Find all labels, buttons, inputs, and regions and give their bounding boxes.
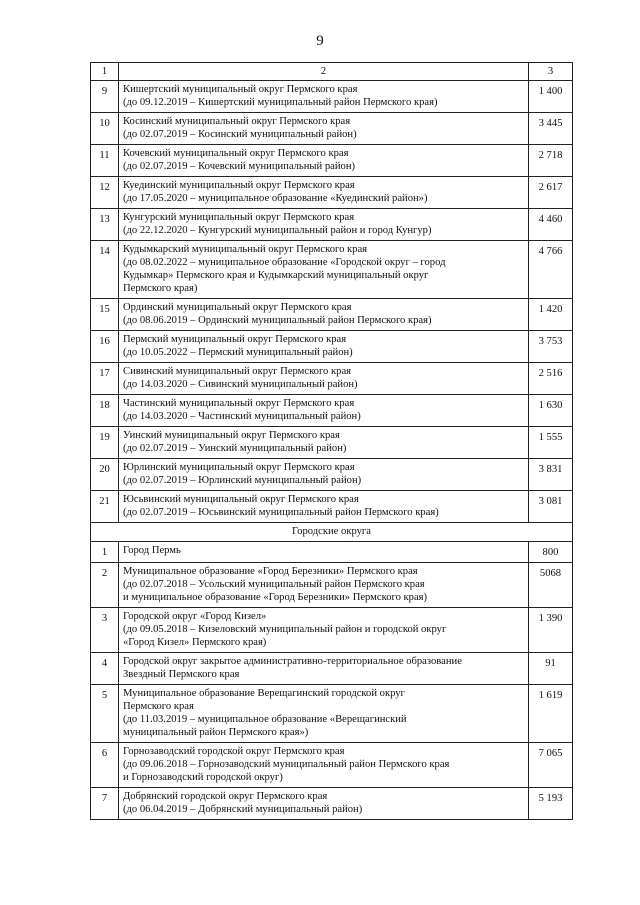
table-row [91, 209, 573, 241]
row-name-line: Сивинский муниципальный округ Пермского края [123, 366, 352, 377]
row-name-line: Муниципальное образование Верещагинский городской округ [123, 688, 405, 699]
row-name-line: Пермского края) [123, 283, 198, 294]
row-name [119, 563, 529, 608]
row-name-line: (до 02.07.2019 – Юсьвинский муниципальный район Пермского края) [123, 507, 439, 518]
row-number: 12 [91, 177, 119, 209]
row-name-line: Горнозаводский городской округ Пермского края [123, 746, 345, 757]
row-value: 3 445 [529, 113, 573, 145]
row-name [119, 241, 529, 299]
row-name [119, 685, 529, 743]
row-name-line: (до 02.07.2019 – Косинский муниципальный район) [123, 129, 357, 140]
row-value: 1 400 [529, 81, 573, 113]
row-name [119, 177, 529, 209]
row-value: 1 390 [529, 608, 573, 653]
row-number: 16 [91, 331, 119, 363]
row-name-line: Кочевский муниципальный округ Пермского края [123, 148, 349, 159]
table-row [91, 177, 573, 209]
header-col-2: 2 [119, 63, 529, 81]
row-name [119, 542, 529, 563]
section-row [91, 523, 573, 542]
row-value: 2 516 [529, 363, 573, 395]
row-name-line: (до 06.04.2019 – Добрянский муниципальный район) [123, 804, 363, 815]
row-name [119, 113, 529, 145]
row-number: 5 [91, 685, 119, 743]
row-number: 1 [91, 542, 119, 563]
row-name-line: (до 09.05.2018 – Кизеловский муниципальный район и городской округ [123, 624, 447, 635]
row-number: 4 [91, 653, 119, 685]
table-row [91, 459, 573, 491]
table-row [91, 653, 573, 685]
table-row [91, 685, 573, 743]
row-name-line: и муниципальное образование «Город Березники» Пермского края) [123, 592, 428, 603]
row-value: 800 [529, 542, 573, 563]
row-value: 2 617 [529, 177, 573, 209]
row-number: 6 [91, 743, 119, 788]
row-value: 1 630 [529, 395, 573, 427]
row-name-line: Уинский муниципальный округ Пермского края [123, 430, 340, 441]
row-number: 21 [91, 491, 119, 523]
table-row [91, 491, 573, 523]
row-number: 3 [91, 608, 119, 653]
row-number: 11 [91, 145, 119, 177]
row-name [119, 363, 529, 395]
row-number: 15 [91, 299, 119, 331]
table-row [91, 241, 573, 299]
header-col-1: 1 [91, 63, 119, 81]
row-name-line: (до 02.07.2019 – Кочевский муниципальный район) [123, 161, 356, 172]
row-number: 2 [91, 563, 119, 608]
row-name-line: Кудымкарский муниципальный округ Пермского края [123, 244, 368, 255]
row-name-line: Городской округ закрытое административно-территориальное образование [123, 656, 462, 667]
row-name-line: Кунгурский муниципальный округ Пермского края [123, 212, 355, 223]
row-name-line: Юрлинский муниципальный округ Пермского края [123, 462, 355, 473]
row-name-line: Частинский муниципальный округ Пермского края [123, 398, 355, 409]
row-name-line: (до 08.06.2019 – Ординский муниципальный район Пермского края) [123, 315, 432, 326]
row-name [119, 788, 529, 820]
row-name-line: Куединский муниципальный округ Пермского края [123, 180, 355, 191]
row-number: 7 [91, 788, 119, 820]
row-name [119, 331, 529, 363]
row-name [119, 145, 529, 177]
row-name-line: (до 08.02.2022 – муниципальное образование «Городской округ – город [123, 257, 446, 268]
row-name [119, 209, 529, 241]
row-name-line: «Город Кизел» Пермского края) [123, 637, 267, 648]
row-name [119, 459, 529, 491]
table-row [91, 395, 573, 427]
row-name [119, 299, 529, 331]
row-name-line: (до 09.12.2019 – Кишертский муниципальный район Пермского края) [123, 97, 438, 108]
row-name [119, 395, 529, 427]
page-number: 9 [316, 33, 324, 49]
header-col-3: 3 [529, 63, 573, 81]
row-value: 2 718 [529, 145, 573, 177]
table-row [91, 363, 573, 395]
row-name-line: Пермского края [123, 701, 194, 712]
row-name-line: Косинский муниципальный округ Пермского края [123, 116, 351, 127]
row-name-line: Добрянский городской округ Пермского края [123, 791, 328, 802]
table-row [91, 788, 573, 820]
row-name [119, 491, 529, 523]
row-name-line: Звездный Пермского края [123, 669, 240, 680]
row-name-line: (до 14.03.2020 – Сивинский муниципальный район) [123, 379, 358, 390]
row-name-line: (до 02.07.2019 – Юрлинский муниципальный район) [123, 475, 362, 486]
row-value: 5068 [529, 563, 573, 608]
municipality-table [90, 62, 573, 820]
row-value: 1 420 [529, 299, 573, 331]
row-name-line: Кишертский муниципальный округ Пермского края [123, 84, 358, 95]
row-name-line: Юсьвинский муниципальный округ Пермского края [123, 494, 359, 505]
row-name-line: Город Пермь [123, 545, 181, 556]
table-row [91, 542, 573, 563]
row-name-line: (до 02.07.2019 – Уинский муниципальный район) [123, 443, 347, 454]
row-number: 20 [91, 459, 119, 491]
row-name-line: (до 09.06.2018 – Горнозаводский муниципальный район Пермского края [123, 759, 450, 770]
row-name [119, 427, 529, 459]
row-number: 14 [91, 241, 119, 299]
table-row [91, 743, 573, 788]
table-row [91, 145, 573, 177]
table-row [91, 331, 573, 363]
row-name-line: Ординский муниципальный округ Пермского края [123, 302, 352, 313]
row-value: 91 [529, 653, 573, 685]
row-name-line: (до 17.05.2020 – муниципальное образование «Куединский район») [123, 193, 428, 204]
row-name-line: муниципальный район Пермского края») [123, 727, 309, 738]
row-name [119, 743, 529, 788]
row-number: 18 [91, 395, 119, 427]
row-number: 13 [91, 209, 119, 241]
row-name-line: (до 11.03.2019 – муниципальное образование «Верещагинский [123, 714, 407, 725]
row-name-line: Муниципальное образование «Город Березники» Пермского края [123, 566, 418, 577]
table-row [91, 563, 573, 608]
row-value: 4 460 [529, 209, 573, 241]
row-value: 3 081 [529, 491, 573, 523]
section-title: Городские округа [91, 523, 573, 542]
row-name-line: Городской округ «Город Кизел» [123, 611, 267, 622]
row-name-line: и Горнозаводский городской округ) [123, 772, 283, 783]
row-value: 7 065 [529, 743, 573, 788]
row-value: 4 766 [529, 241, 573, 299]
row-number: 19 [91, 427, 119, 459]
table-row [91, 427, 573, 459]
row-name [119, 653, 529, 685]
row-value: 3 753 [529, 331, 573, 363]
row-name-line: Кудымкар» Пермского края и Кудымкарский муниципальный округ [123, 270, 429, 281]
row-value: 1 555 [529, 427, 573, 459]
row-name [119, 608, 529, 653]
row-name-line: (до 02.07.2018 – Усольский муниципальный район Пермского края [123, 579, 425, 590]
row-value: 3 831 [529, 459, 573, 491]
row-value: 5 193 [529, 788, 573, 820]
row-name-line: (до 14.03.2020 – Частинский муниципальный район) [123, 411, 361, 422]
table-header-row [91, 63, 573, 81]
row-name-line: (до 10.05.2022 – Пермский муниципальный район) [123, 347, 353, 358]
row-number: 17 [91, 363, 119, 395]
table-row [91, 113, 573, 145]
row-number: 9 [91, 81, 119, 113]
row-name-line: (до 22.12.2020 – Кунгурский муниципальный район и город Кунгур) [123, 225, 432, 236]
table-row [91, 81, 573, 113]
row-value: 1 619 [529, 685, 573, 743]
table-row [91, 608, 573, 653]
row-number: 10 [91, 113, 119, 145]
row-name [119, 81, 529, 113]
row-name-line: Пермский муниципальный округ Пермского края [123, 334, 347, 345]
table-row [91, 299, 573, 331]
